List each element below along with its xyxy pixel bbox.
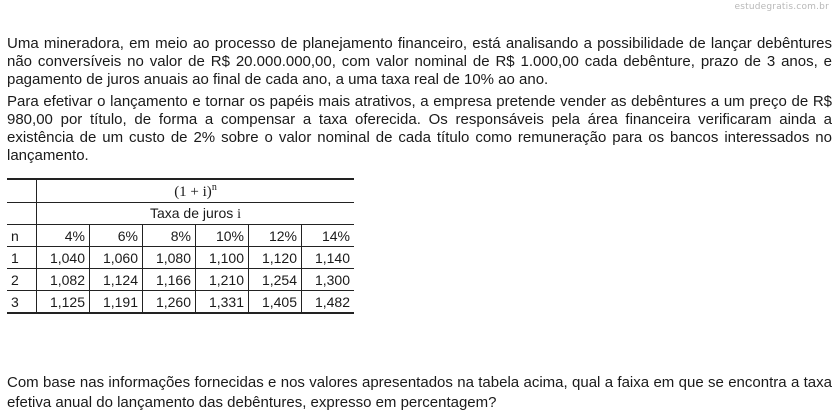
- factor-cell: 1,040: [37, 247, 90, 269]
- factor-cell: 1,166: [143, 269, 196, 291]
- table-row: [7, 291, 354, 314]
- rate-header: 10%: [196, 225, 249, 247]
- n-header: n: [7, 225, 37, 247]
- factor-cell: 1,120: [249, 247, 302, 269]
- rate-subheader: Taxa de juros i: [37, 203, 355, 225]
- rate-header: 8%: [143, 225, 196, 247]
- period-cell: 1: [7, 247, 37, 269]
- watermark: estudegratis.com.br: [734, 2, 829, 12]
- factor-cell: 1,482: [302, 291, 355, 314]
- factor-cell: 1,405: [249, 291, 302, 314]
- factor-cell: 1,125: [37, 291, 90, 314]
- period-cell: 3: [7, 291, 37, 314]
- factor-cell: 1,331: [196, 291, 249, 314]
- factor-cell: 1,210: [196, 269, 249, 291]
- factor-cell: 1,191: [90, 291, 143, 314]
- factor-cell: 1,082: [37, 269, 90, 291]
- corner-cell: [7, 179, 37, 203]
- factor-cell: 1,124: [90, 269, 143, 291]
- corner-cell: [7, 203, 37, 225]
- factor-cell: 1,254: [249, 269, 302, 291]
- rate-header: 6%: [90, 225, 143, 247]
- factor-cell: 1,080: [143, 247, 196, 269]
- table-row: [7, 247, 354, 269]
- factor-cell: 1,300: [302, 269, 355, 291]
- details-paragraph: Para efetivar o lançamento e tornar os papéis mais atrativos, a empresa pretende vender as debêntures a um preço de R$ 980,00 por título, de forma a compensar a taxa oferecida. Os responsáveis pela área financeira verificaram ainda a existência de um custo de 2% sobre o valor nominal de cada título como remuneração para os bancos interessados no lançamento.: [7, 93, 832, 164]
- table-row: [7, 269, 354, 291]
- factor-cell: 1,060: [90, 247, 143, 269]
- factor-cell: 1,100: [196, 247, 249, 269]
- factor-cell: 1,260: [143, 291, 196, 314]
- intro-paragraph: Uma mineradora, em meio ao processo de planejamento financeiro, está analisando a possibilidade de lançar debêntures não conversíveis no valor de R$ 20.000.000,00, com valor nominal de R$ 1.000,00 cada debênture, prazo de 3 anos, e pagamento de juros anuais ao final de cada ano, a uma taxa real de 10% ao ano.: [7, 35, 832, 88]
- period-cell: 2: [7, 269, 37, 291]
- rate-header: 12%: [249, 225, 302, 247]
- compound-factor-table: [7, 178, 354, 314]
- formula-header: $(1 + i)^n$: [37, 179, 355, 203]
- rate-header: 14%: [302, 225, 355, 247]
- rate-header: 4%: [37, 225, 90, 247]
- factor-cell: 1,140: [302, 247, 355, 269]
- question-paragraph: Com base nas informações fornecidas e nos valores apresentados na tabela acima, qual a faixa em que se encontra a taxa efetiva anual do lançamento das debêntures, expresso em percentagem?: [7, 374, 832, 411]
